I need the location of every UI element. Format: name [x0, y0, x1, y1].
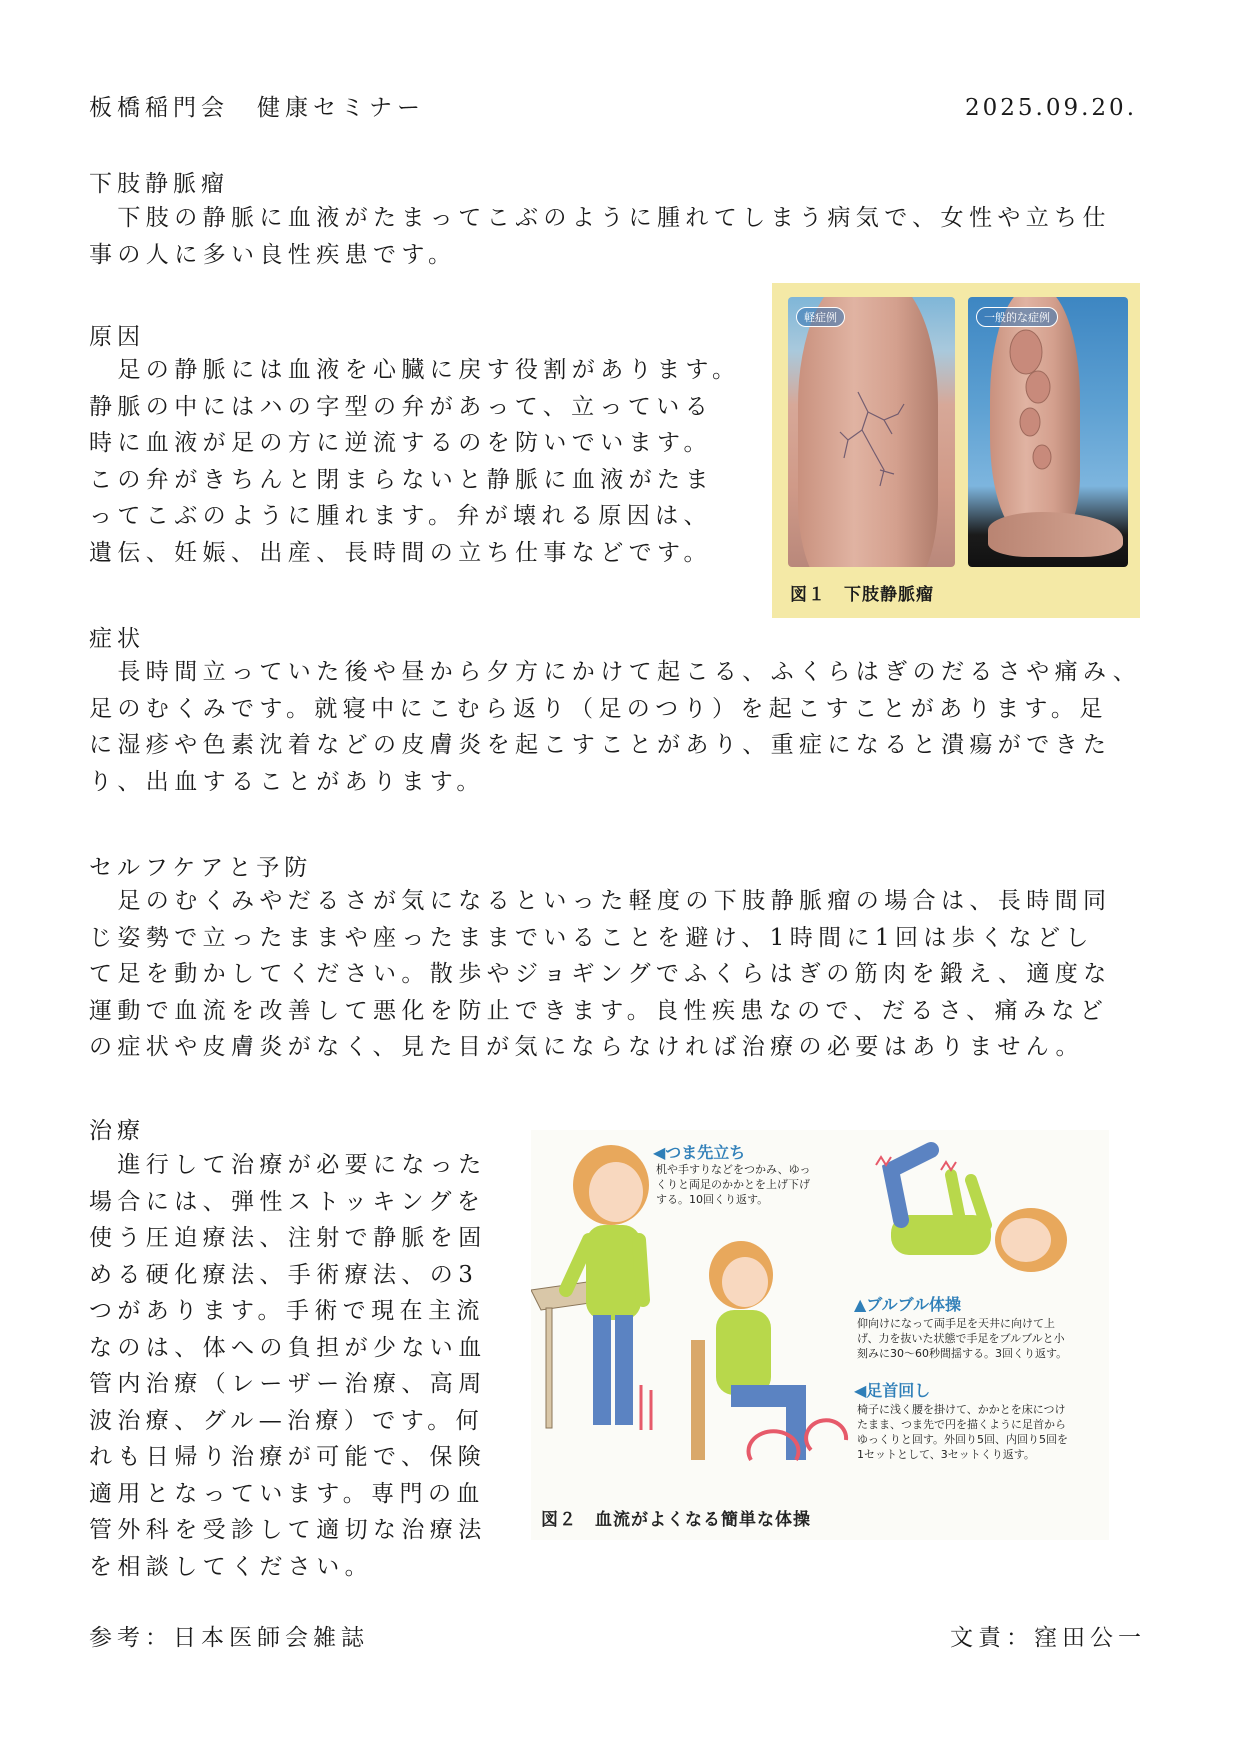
symptoms-paragraph [89, 654, 1141, 800]
bulging-veins-illustration [968, 297, 1128, 567]
treatment-line: 場合には、弾性ストッキングを [89, 1188, 486, 1215]
footer-author: 文責：窪田公一 [950, 1625, 1146, 1651]
selfcare-heading: セルフケアと予防 [89, 855, 313, 881]
ankle-rotation-woman-illustration [691, 1241, 846, 1460]
exercise-tiptoe-title: ◀つま先立ち [653, 1143, 746, 1162]
cause-line: 静脈の中にはハの字型の弁があって、立っている [89, 393, 714, 420]
treatment-line: 適用となっています。専門の血 [89, 1480, 485, 1507]
exercise-desc-line: 刻みに30〜60秒間揺する。3回くり返す。 [857, 1347, 1068, 1360]
intro-heading: 下肢静脈瘤 [89, 171, 229, 197]
exercise-desc-line: する。10回くり返す。 [656, 1193, 769, 1206]
exercise-ankle-title: ◀足首回し [854, 1381, 931, 1400]
selfcare-line: 運動で血流を改善して悪化を防止できます。良性疾患なので、だるさ、痛みなど [89, 997, 1109, 1024]
treatment-line: 管外科を受診して適切な治療法 [89, 1517, 487, 1543]
exercise-desc-line: くりと両足のかかとを上げ下げ [656, 1178, 810, 1191]
treatment-line: れも日帰り治療が可能で、保険 [89, 1444, 487, 1470]
spider-veins-illustration [788, 297, 955, 567]
typical-case-photo [968, 297, 1128, 567]
symptoms-line: り、出血することがあります。 [89, 768, 485, 795]
exercise-desc-line: げ、力を抜いた状態で手足をブルブルと小 [857, 1332, 1065, 1345]
treatment-heading: 治療 [89, 1118, 145, 1144]
selfcare-line: じ姿勢で立ったままや座ったままでいることを避け、1時間に1回は歩くなどし [89, 924, 1094, 951]
treatment-line: 波治療、グル—治療）です。何 [89, 1407, 485, 1434]
typical-case-badge: 一般的な症例 [976, 307, 1058, 327]
treatment-line: 進行して治療が必要になった [89, 1152, 487, 1178]
figure2-exercises [531, 1130, 1109, 1540]
exercise-shake-title: ▲ブルブル体操 [854, 1295, 962, 1314]
exercise-tiptoe-desc [656, 1162, 811, 1207]
cause-line: ってこぶのように腫れます。弁が壊れる原因は、 [89, 503, 712, 529]
exercise-desc-line: 椅子に浅く腰を掛けて、かかとを床につけ [857, 1403, 1066, 1416]
treatment-line: 使う圧迫療法、注射で静脈を固 [89, 1225, 487, 1251]
treatment-line: なのは、体への負担が少ない血 [89, 1334, 487, 1361]
selfcare-line: の症状や皮膚炎がなく、見た目が気にならなければ治療の必要はありません。 [89, 1034, 1084, 1060]
header-org: 板橋稲門会 健康セミナー [89, 95, 425, 121]
cause-line: この弁がきちんと閉まらないと静脈に血液がたま [89, 466, 714, 493]
exercise-desc-line: 机や手すりなどをつかみ、ゆっ [656, 1163, 811, 1176]
figure1-caption: 図１ 下肢静脈瘤 [790, 585, 934, 605]
exercise-shake-desc [857, 1316, 1067, 1361]
intro-line: 下肢の静脈に血液がたまってこぶのように腫れてしまう病気で、女性や立ち仕 [89, 205, 1111, 231]
selfcare-paragraph [89, 883, 1112, 1066]
treatment-line: つがあります。手術で現在主流 [89, 1298, 485, 1324]
cause-paragraph [89, 352, 740, 571]
lying-shaking-woman-illustration [876, 1150, 1067, 1272]
figure1-varicose-veins [772, 283, 1140, 618]
cause-line: 足の静脈には血液を心臓に戻す役割があります。 [89, 357, 741, 383]
treatment-line: を相談してください。 [89, 1553, 373, 1580]
mild-case-badge: 軽症例 [796, 307, 845, 327]
exercise-ankle-desc [857, 1402, 1068, 1462]
cause-line: 遺伝、妊娠、出産、長時間の立ち仕事などです。 [89, 539, 712, 566]
mild-case-photo [788, 297, 955, 567]
symptoms-line: に湿疹や色素沈着などの皮膚炎を起こすことがあり、重症になると潰瘍ができた [89, 732, 1112, 758]
cause-line: 時に血液が足の方に逆流するのを防いでいます。 [89, 430, 712, 456]
symptoms-heading: 症状 [89, 626, 145, 652]
treatment-paragraph [89, 1147, 487, 1585]
cause-heading: 原因 [89, 324, 145, 350]
treatment-line: める硬化療法、手術療法、の3 [89, 1261, 479, 1288]
figure2-caption: 図２ 血流がよくなる簡単な体操 [541, 1510, 811, 1530]
exercise-desc-line: 仰向けになって両手足を天井に向けて上 [857, 1317, 1055, 1330]
exercise-desc-line: たまま、つま先で円を描くように足首から [857, 1418, 1066, 1431]
intro-paragraph [89, 200, 1111, 273]
symptoms-line: 長時間立っていた後や昼から夕方にかけて起こる、ふくらはぎのだるさや痛み、 [89, 659, 1142, 685]
symptoms-line: 足のむくみです。就寝中にこむら返り（足のつり）を起こすことがあります。足 [89, 695, 1108, 722]
intro-line: 事の人に多い良性疾患です。 [89, 241, 457, 268]
tiptoe-woman-illustration [531, 1145, 651, 1430]
footer-reference: 参考：日本医師会雑誌 [89, 1625, 369, 1651]
treatment-line: 管内治療（レーザー治療、高周 [89, 1371, 487, 1397]
selfcare-line: て足を動かしてください。散歩やジョギングでふくらはぎの筋肉を鍛え、適度な [89, 961, 1112, 987]
header-date: 2025.09.20. [965, 95, 1137, 121]
exercise-desc-line: 1セットとして、3セットくり返す。 [857, 1448, 1035, 1461]
exercise-desc-line: ゆっくりと回す。外回り5回、内回り5回を [857, 1433, 1069, 1446]
selfcare-line: 足のむくみやだるさが気になるといった軽度の下肢静脈瘤の場合は、長時間同 [89, 888, 1112, 914]
